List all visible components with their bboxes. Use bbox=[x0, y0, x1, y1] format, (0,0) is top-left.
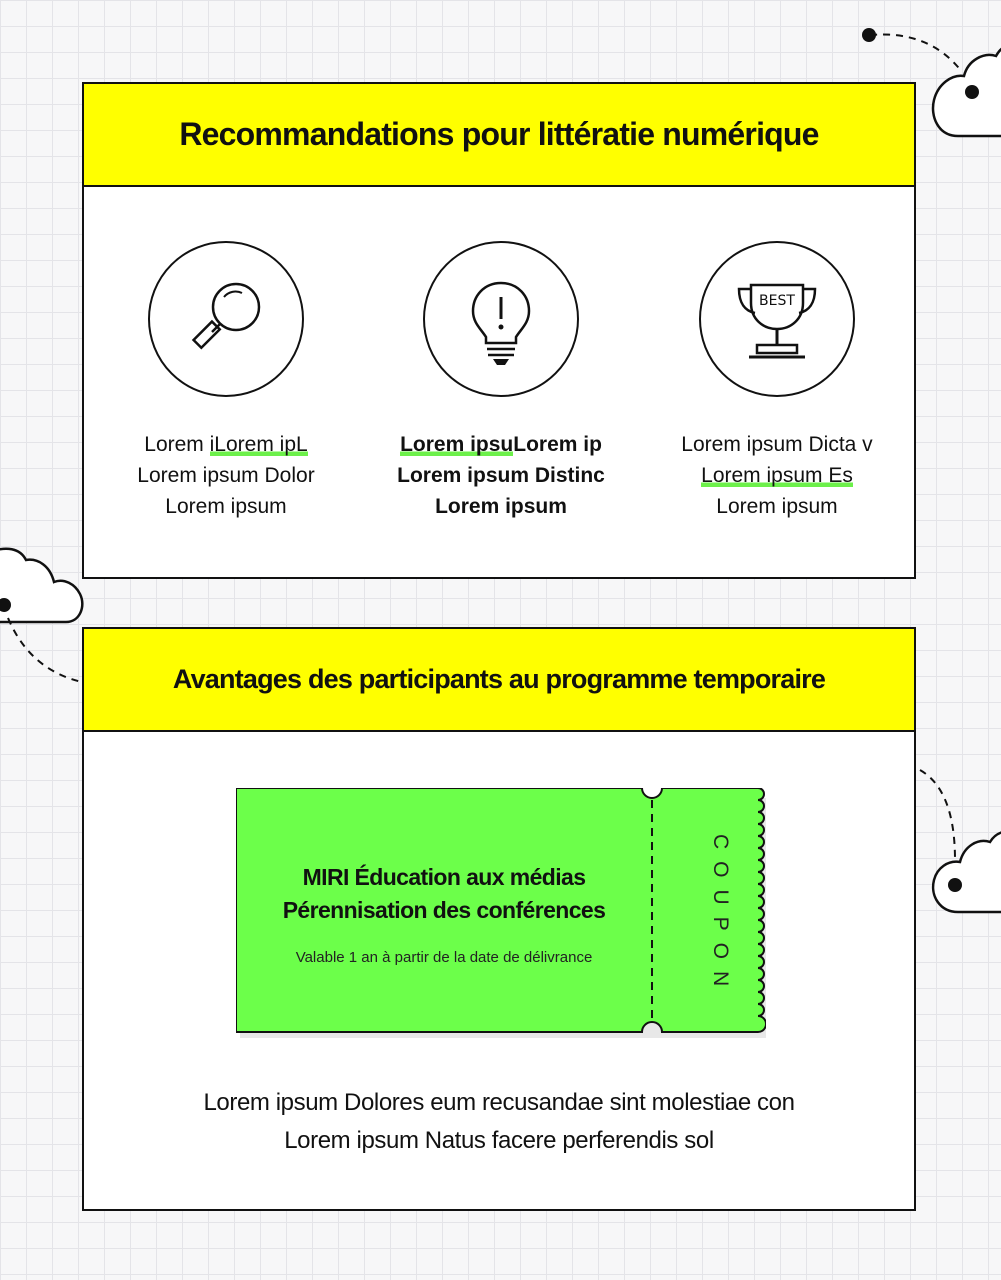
benefits-title: Avantages des participants au programme temporaire bbox=[84, 629, 914, 732]
coupon-validity-note: Valable 1 an à partir de la date de délivrance bbox=[295, 948, 593, 966]
dot-cloud-right bbox=[948, 878, 962, 892]
coupon-title-line2: Pérennisation des conférences bbox=[282, 896, 606, 923]
dot-top bbox=[862, 28, 876, 42]
feature-search-line1a: Lorem bbox=[144, 433, 210, 456]
feature-search-line1b: iLorem ipL bbox=[209, 433, 308, 456]
benefits-paragraph-line1: Lorem ipsum Dolores eum recusandae sint molestiae con bbox=[203, 1089, 795, 1116]
benefits-paragraph-line2: Lorem ipsum Natus facere perferendis sol bbox=[284, 1127, 714, 1154]
feature-search bbox=[96, 241, 356, 522]
dashed-path-left bbox=[8, 618, 82, 682]
feature-idea-circle bbox=[423, 241, 579, 397]
feature-idea-line1b: Lorem ip bbox=[513, 433, 602, 456]
dot-cloud-top bbox=[965, 85, 979, 99]
feature-search-line3: Lorem ipsum bbox=[165, 495, 287, 518]
dashed-path-top bbox=[870, 34, 962, 72]
benefits-paragraph bbox=[84, 1084, 914, 1160]
feature-idea bbox=[371, 241, 631, 522]
coupon-title bbox=[283, 861, 606, 927]
feature-search-circle bbox=[148, 241, 304, 397]
feature-search-text bbox=[96, 429, 356, 522]
cloud-icon-right bbox=[933, 831, 1001, 912]
feature-idea-line1a: Lorem ipsu bbox=[400, 433, 514, 456]
feature-best bbox=[647, 241, 907, 522]
feature-best-text bbox=[647, 429, 907, 522]
cloud-icon-left bbox=[0, 549, 82, 622]
coupon-content bbox=[236, 788, 652, 1038]
lightbulb-icon bbox=[451, 269, 551, 369]
feature-idea-text bbox=[371, 429, 631, 522]
trophy-icon bbox=[727, 269, 827, 369]
benefits-card bbox=[82, 627, 916, 1211]
recommendations-card bbox=[82, 82, 916, 579]
feature-best-line1: Lorem ipsum Dicta v bbox=[681, 433, 873, 456]
features-row bbox=[84, 187, 914, 579]
feature-search-line2: Lorem ipsum Dolor bbox=[137, 464, 315, 487]
feature-best-line3: Lorem ipsum bbox=[716, 495, 838, 518]
feature-best-line2: Lorem ipsum Es bbox=[701, 464, 853, 487]
feature-idea-line3: Lorem ipsum bbox=[435, 495, 567, 518]
feature-best-circle bbox=[699, 241, 855, 397]
coupon-title-line1: MIRI Éducation aux médias bbox=[302, 863, 586, 890]
dashed-path-right bbox=[920, 770, 955, 860]
coupon-side-label: COUPON bbox=[709, 833, 732, 999]
recommendations-title: Recommandations pour littératie numérique bbox=[84, 84, 914, 187]
trophy-badge-text: BEST bbox=[759, 293, 795, 309]
feature-idea-line2: Lorem ipsum Distinc bbox=[397, 464, 605, 487]
magnifier-icon bbox=[176, 269, 276, 369]
